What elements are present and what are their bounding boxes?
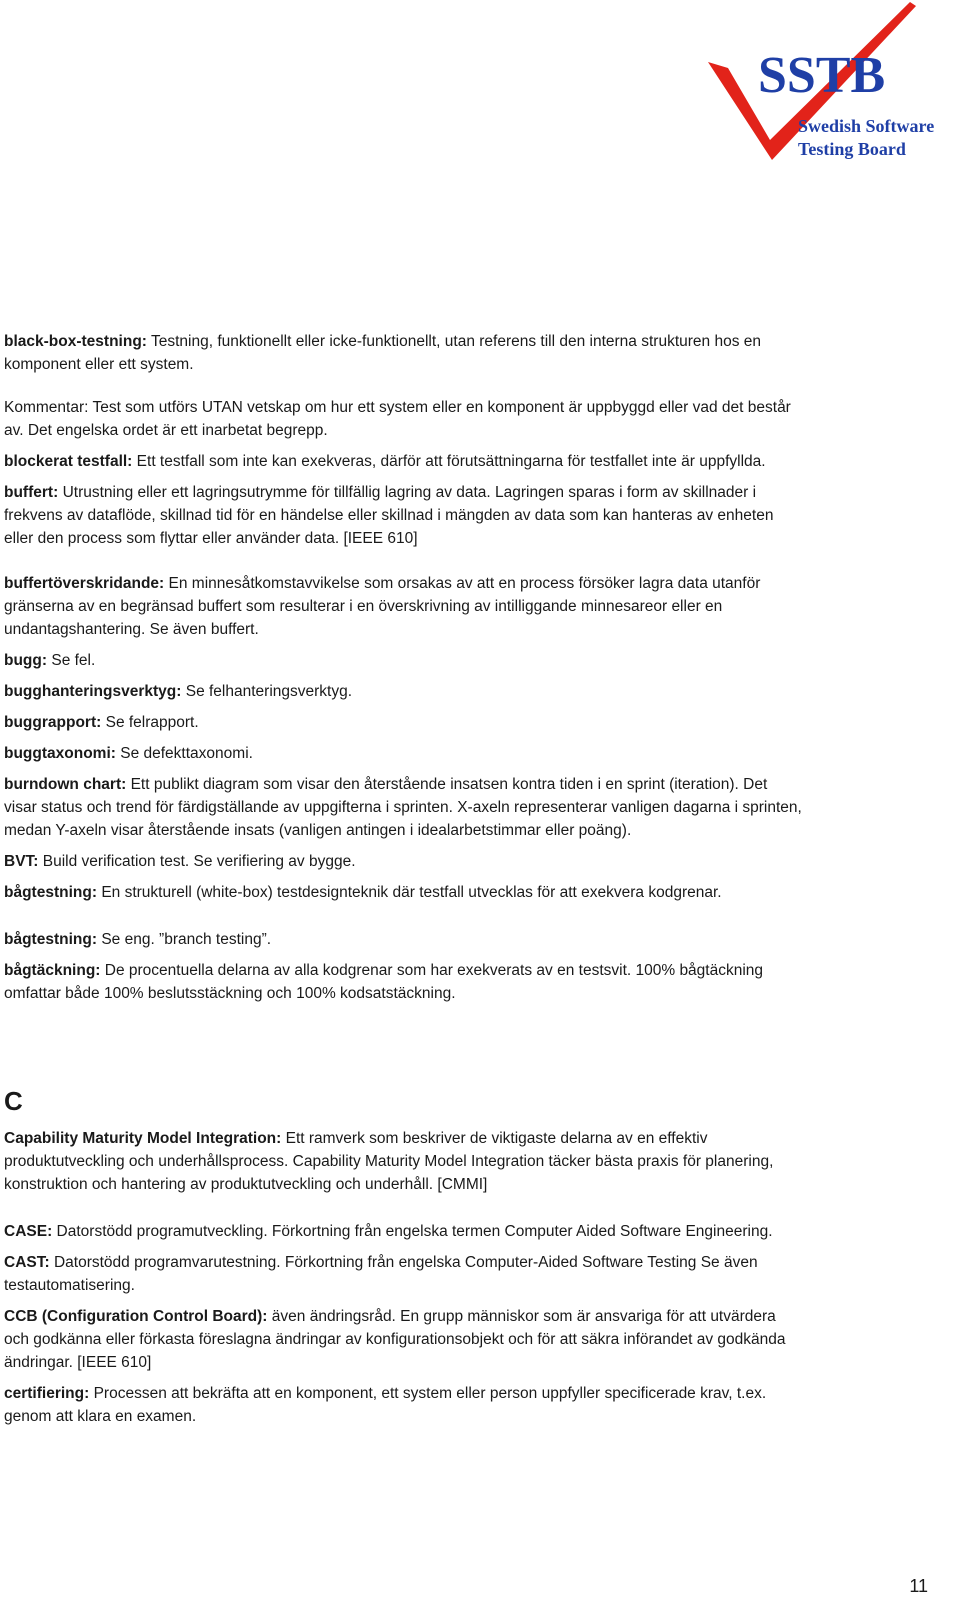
logo-name: SSTB — [758, 47, 886, 104]
section-heading: C — [4, 1086, 23, 1116]
glossary-term: blockerat testfall: — [4, 453, 133, 470]
glossary-entry — [4, 1382, 804, 1428]
glossary-definition: En minnesåtkomstavvikelse som orsakas av att en process försöker lagra data utanför gränserna av en begränsad buffert som resulterar i en överskrivning av intilliggande minnesareor eller en undantagshantering. Se även buffert. — [4, 575, 761, 638]
glossary-term: CASE: — [4, 1223, 53, 1240]
glossary-term: BVT: — [4, 853, 39, 870]
glossary-term: bugg: — [4, 652, 48, 669]
logo-line2: Testing Board — [798, 139, 906, 159]
glossary-term: CCB (Configuration Control Board): — [4, 1308, 268, 1325]
glossary-definition: Kommentar: Test som utförs UTAN vetskap om hur ett system eller en komponent är uppbyggd eller vad det består av. Det engelska ordet är ett inarbetat begrepp. — [4, 399, 791, 439]
glossary-entry — [4, 742, 804, 765]
glossary-entry — [4, 1127, 804, 1196]
glossary-definition: Se felrapport. — [105, 714, 199, 731]
glossary-term: bågtestning: — [4, 931, 97, 948]
glossary-definition: Ett ramverk som beskriver de viktigaste delarna av en effektiv produktutveckling och underhållsprocess. Capability Maturity Model Integration täcker bästa praxis för planering, konstruktion och hantering av produktutveckling och underhåll. [CMMI] — [4, 1130, 774, 1193]
glossary-entry — [4, 959, 804, 1005]
glossary-definition: även ändringsråd. En grupp människor som är ansvariga för att utvärdera och godkänna eller förkasta föreslagna ändringar av konfigurationsobjekt och för att säkra införandet av godkända ändringar. [IEEE 610] — [4, 1308, 786, 1371]
glossary-definition: Ett publikt diagram som visar den återstående insatsen kontra tiden i en sprint (iteration). Det visar status och trend för färdigställande av uppgifterna i sprinten. X-axeln representerar vanligen dagarna i sprinten, medan Y-axeln visar återstående insats (vanligen antingen i idealarbetstimmar eller poäng). — [4, 776, 802, 839]
glossary-definition: Se fel. — [51, 652, 96, 669]
glossary-comment — [4, 396, 804, 442]
glossary-entry — [4, 450, 804, 473]
glossary-entry — [4, 330, 804, 376]
glossary-definition: Processen att bekräfta att en komponent, ett system eller person uppfyller specificerade krav, t.ex. genom att klara en examen. — [4, 1385, 767, 1425]
glossary-term: CAST: — [4, 1254, 50, 1271]
glossary-entry — [4, 649, 804, 672]
glossary-term: black-box-testning: — [4, 333, 147, 350]
glossary-entry — [4, 572, 804, 641]
glossary-term: burndown chart: — [4, 776, 127, 793]
glossary-definition: Ett testfall som inte kan exekveras, därför att förutsättningarna för testfallet inte är uppfyllda. — [136, 453, 766, 470]
logo-line1: Swedish Software — [798, 116, 935, 136]
glossary-term: buffert: — [4, 484, 59, 501]
glossary-definition: Se felhanteringsverktyg. — [185, 683, 353, 700]
glossary-content — [4, 330, 804, 1436]
glossary-entry — [4, 711, 804, 734]
glossary-term: Capability Maturity Model Integration: — [4, 1130, 282, 1147]
glossary-definition: Utrustning eller ett lagringsutrymme för tillfällig lagring av data. Lagringen sparas i form av skillnader i frekvens av dataflöde, skillnad tid för en händelse eller skillnad i mängden av data som kan hanteras av enheten eller den process som flyttar eller använder data. [IEEE 610] — [4, 484, 774, 547]
glossary-entry — [4, 881, 804, 904]
glossary-definition: Datorstödd programutveckling. Förkortning från engelska termen Computer Aided Software Engineering. — [56, 1223, 773, 1240]
glossary-definition: En strukturell (white-box) testdesignteknik där testfall utvecklas för att exekvera kodgrenar. — [101, 884, 722, 901]
glossary-entry — [4, 850, 804, 873]
glossary-entry — [4, 481, 804, 550]
glossary-entry — [4, 928, 804, 951]
glossary-term: bågtestning: — [4, 884, 97, 901]
glossary-entry — [4, 1220, 804, 1243]
glossary-definition: Se defekttaxonomi. — [120, 745, 253, 762]
glossary-term: certifiering: — [4, 1385, 90, 1402]
glossary-definition: De procentuella delarna av alla kodgrenar som har exekverats av en testsvit. 100% bågtäckning omfattar både 100% beslutsstäckning och 100% kodsatstäckning. — [4, 962, 764, 1002]
glossary-term: bugghanteringsverktyg: — [4, 683, 182, 700]
glossary-definition: Datorstödd programvarutestning. Förkortning från engelska Computer-Aided Software Testing Se även testautomatisering. — [4, 1254, 758, 1294]
glossary-definition: Se eng. ”branch testing”. — [101, 931, 272, 948]
glossary-definition: Build verification test. Se verifiering av bygge. — [42, 853, 356, 870]
glossary-entry — [4, 1305, 804, 1374]
glossary-entry — [4, 773, 804, 842]
sstb-logo — [700, 0, 940, 170]
glossary-term: buggrapport: — [4, 714, 102, 731]
glossary-entry — [4, 1251, 804, 1297]
page-number: 11 — [909, 1576, 928, 1596]
glossary-definition: Testning, funktionellt eller icke-funktionellt, utan referens till den interna strukturen hos en komponent eller ett system. — [4, 333, 761, 373]
glossary-term: bågtäckning: — [4, 962, 101, 979]
glossary-term: buggtaxonomi: — [4, 745, 116, 762]
glossary-entry — [4, 680, 804, 703]
glossary-term: buffertöverskridande: — [4, 575, 165, 592]
